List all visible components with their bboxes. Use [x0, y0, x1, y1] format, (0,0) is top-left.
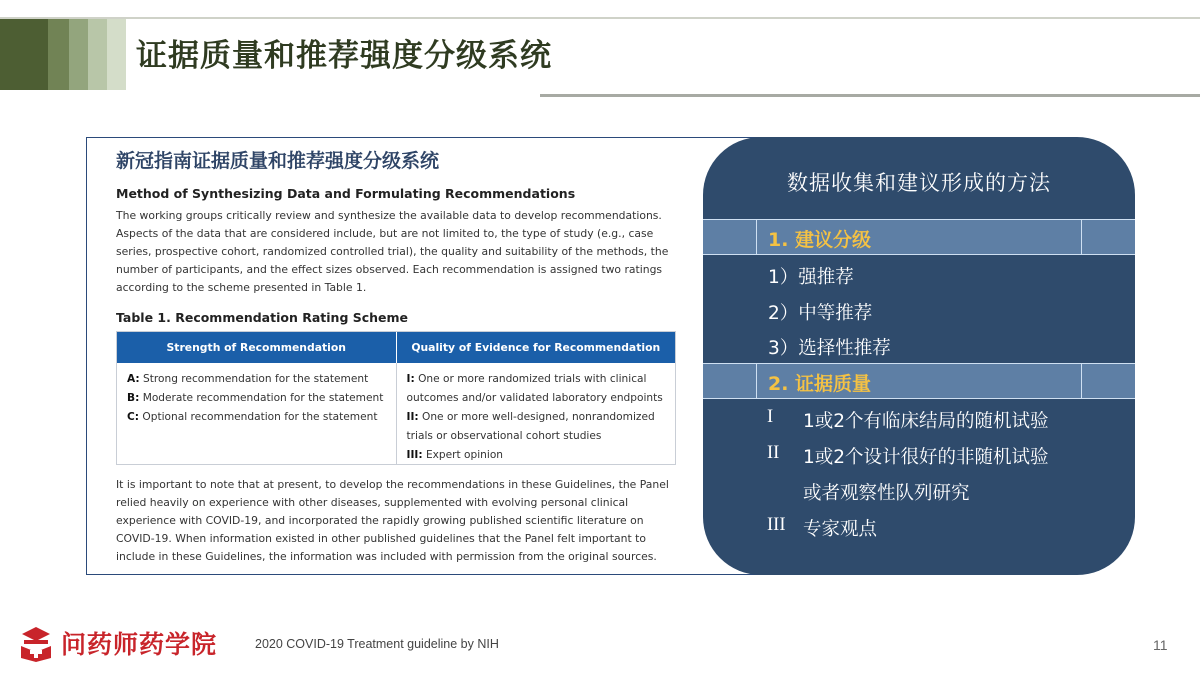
header-block	[107, 19, 126, 90]
row-cell	[1081, 364, 1135, 398]
quality-text: Expert opinion	[425, 449, 504, 461]
quality-item	[407, 370, 666, 408]
header-color-blocks	[0, 19, 126, 90]
guideline-excerpt	[86, 137, 796, 575]
excerpt-paragraph-1: The working groups critically review and synthesize the available data to develop recommendations. Aspects of the data that are considered include, but are not limited to, the type of study (e.g., case series, prospective cohort, randomized controlled trial), the quality and suitability of the methods, the number of participants, and the effect sizes observed. Each recommendation is assigned two ratings according to the scheme presented in Table 1.	[116, 209, 669, 294]
excerpt-subtitle: Method of Synthesizing Data and Formulating Recommendations	[116, 186, 576, 201]
evidence-level: I	[767, 407, 774, 427]
strength-text: Strong recommendation for the statement	[143, 373, 369, 385]
excerpt-title: 新冠指南证据质量和推荐强度分级系统	[116, 150, 440, 172]
evidence-text: 专家观点	[803, 519, 878, 540]
list-item: 2）中等推荐	[768, 303, 873, 324]
table-header-strength: Strength of Recommendation	[117, 332, 397, 363]
list-item: 1）强推荐	[768, 267, 854, 288]
quality-text: One or more randomized trials with clinical outcomes and/or validated laboratory endpoints	[406, 373, 663, 404]
strength-item	[127, 408, 386, 427]
table-header-row	[117, 332, 675, 363]
header-block	[88, 19, 107, 90]
table-body-row	[117, 363, 675, 464]
page-title: 证据质量和推荐强度分级系统	[136, 38, 552, 74]
strength-item	[127, 370, 386, 389]
header-block	[69, 19, 88, 90]
evidence-level: III	[767, 515, 786, 535]
panel-title: 数据收集和建议形成的方法	[787, 171, 1051, 195]
section-row-recommendation-grade	[703, 219, 1135, 255]
strength-column	[117, 363, 397, 464]
table-header-quality: Quality of Evidence for Recommendation	[411, 341, 661, 354]
strength-text: Optional recommendation for the statement	[142, 411, 378, 423]
quality-column	[397, 363, 676, 464]
quality-item	[407, 446, 666, 465]
section-heading: 2. 证据质量	[768, 373, 872, 395]
evidence-text: 1或2个设计很好的非随机试验	[803, 447, 1049, 468]
section-heading: 1. 建议分级	[768, 229, 872, 251]
footer-note: 2020 COVID-19 Treatment guideline by NIH	[255, 637, 499, 651]
strength-item	[127, 389, 386, 408]
row-cell	[703, 220, 757, 254]
header-block	[48, 19, 69, 90]
quality-text: One or more well-designed, nonrandomized trials or observational cohort studies	[406, 411, 655, 442]
evidence-text: 1或2个有临床结局的随机试验	[803, 411, 1049, 432]
row-cell	[1081, 220, 1135, 254]
academy-logo-text: 问药师药学院	[61, 630, 218, 659]
header-block	[0, 19, 48, 90]
method-summary-panel	[703, 137, 1135, 575]
quality-key: II:	[406, 411, 419, 423]
evidence-text: 或者观察性队列研究	[803, 483, 970, 504]
quality-key: III:	[406, 449, 423, 461]
quality-key: I:	[406, 373, 415, 385]
quality-item	[407, 408, 666, 446]
excerpt-paragraph-2: It is important to note that at present, to develop the recommendations in these Guidelines, the Panel relied heavily on experience with other diseases, supplemented with evolving personal clinical experience with COVID-19, and incorporated the rapidly growing published scientific literature on COVID-19. When information existed in other published guidelines that the Panel felt important to include in these Guidelines, the information was included with permission from the original sources.	[116, 478, 669, 563]
strength-key: C:	[127, 411, 140, 423]
header-bottom-rule	[540, 94, 1200, 97]
academy-logo-icon	[17, 624, 55, 662]
evidence-level: II	[767, 443, 780, 463]
header-top-rule	[0, 17, 1200, 19]
row-cell	[703, 364, 757, 398]
strength-key: B:	[127, 392, 140, 404]
list-item: 3）选择性推荐	[768, 338, 891, 359]
section-row-evidence-quality	[703, 363, 1135, 399]
strength-key: A:	[127, 373, 140, 385]
rating-scheme-table	[116, 331, 676, 465]
strength-text: Moderate recommendation for the statement	[142, 392, 384, 404]
table-title: Table 1. Recommendation Rating Scheme	[116, 310, 409, 325]
page-number: 11	[1153, 637, 1168, 653]
